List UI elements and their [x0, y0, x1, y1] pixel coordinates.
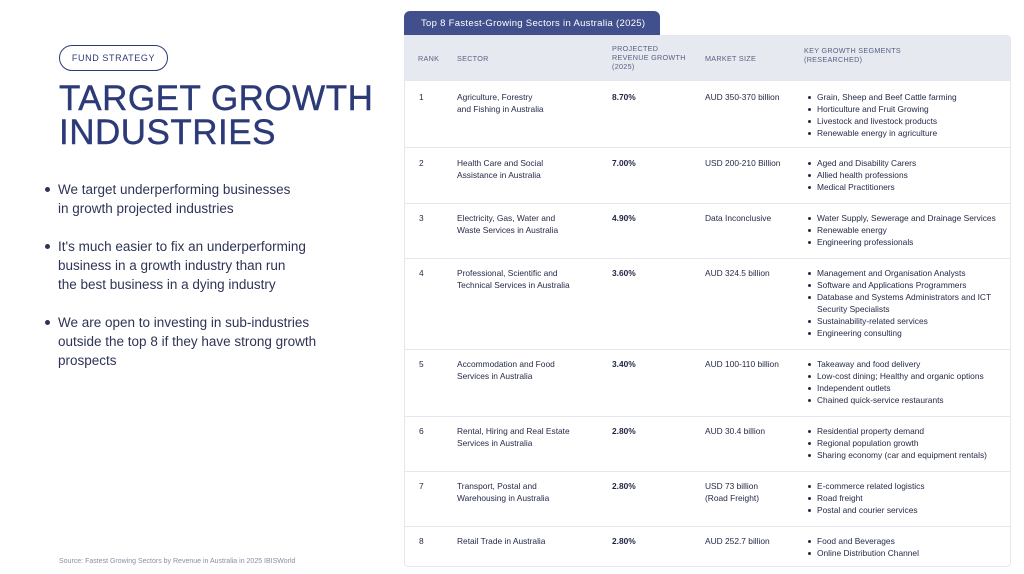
- segment-item: Independent outlets: [805, 382, 1005, 394]
- row-sector: Accommodation and Food Services in Australia: [457, 359, 555, 381]
- segment-item: Aged and Disability Carers: [805, 157, 1005, 169]
- row-sector: Transport, Postal and Warehousing in Australia: [457, 481, 550, 503]
- row-market-size: AUD 350-370 billion: [705, 92, 780, 102]
- table-row: [405, 416, 1010, 471]
- row-market-size: USD 200-210 Billion: [705, 158, 781, 168]
- strategy-bullet: We are open to investing in sub-industries outside the top 8 if they have strong growth prospects: [44, 313, 344, 370]
- row-key-segments: [805, 535, 1005, 559]
- segment-item: Road freight: [805, 492, 1005, 504]
- strategy-bullet: It's much easier to fix an underperforming business in a growth industry than run the best business in a dying industry: [44, 237, 344, 294]
- row-growth: 3.60%: [612, 268, 636, 278]
- row-market-size: AUD 100-110 billion: [705, 359, 779, 369]
- row-sector: Agriculture, Forestry and Fishing in Australia: [457, 92, 544, 114]
- header-rank: RANK: [418, 54, 440, 63]
- row-key-segments: [805, 425, 1005, 461]
- row-key-segments: [805, 267, 995, 339]
- table-row: [405, 349, 1010, 416]
- header-growth: PROJECTED REVENUE GROWTH (2025): [612, 44, 686, 71]
- row-sector: Retail Trade in Australia: [457, 536, 546, 546]
- row-rank: 3: [419, 213, 424, 223]
- row-rank: 2: [419, 158, 424, 168]
- table-row: [405, 203, 1010, 258]
- table-row: [405, 258, 1010, 349]
- row-growth: 4.90%: [612, 213, 636, 223]
- row-market-size: Data Inconclusive: [705, 213, 772, 223]
- segment-item: Horticulture and Fruit Growing: [805, 103, 1005, 115]
- row-market-size: AUD 324.5 billion: [705, 268, 770, 278]
- segment-item: Water Supply, Sewerage and Drainage Services: [805, 212, 1005, 224]
- table-row: [405, 80, 1010, 147]
- segment-item: Software and Applications Programmers: [805, 279, 995, 291]
- row-rank: 5: [419, 359, 424, 369]
- row-growth: 3.40%: [612, 359, 636, 369]
- page-title-line-2: INDUSTRIES: [59, 113, 276, 152]
- row-key-segments: [805, 91, 1005, 139]
- segment-item: Sharing economy (car and equipment rentals): [805, 449, 1005, 461]
- segment-item: E-commerce related logistics: [805, 480, 1005, 492]
- row-growth: 2.80%: [612, 536, 636, 546]
- segment-item: Database and Systems Administrators and ICT Security Specialists: [805, 291, 995, 315]
- row-sector: Rental, Hiring and Real Estate Services in Australia: [457, 426, 570, 448]
- segment-item: Regional population growth: [805, 437, 1005, 449]
- table-title-tab: Top 8 Fastest-Growing Sectors in Australia (2025): [404, 11, 660, 36]
- row-sector: Professional, Scientific and Technical Services in Australia: [457, 268, 570, 290]
- row-growth: 7.00%: [612, 158, 636, 168]
- header-key-segments: KEY GROWTH SEGMENTS (RESEARCHED): [804, 46, 902, 64]
- row-market-size: AUD 252.7 billion: [705, 536, 770, 546]
- table-header: [405, 36, 1010, 80]
- header-sector: SECTOR: [457, 54, 489, 63]
- row-rank: 6: [419, 426, 424, 436]
- row-rank: 1: [419, 92, 424, 102]
- row-growth: 2.80%: [612, 481, 636, 491]
- segment-item: Renewable energy in agriculture: [805, 127, 1005, 139]
- table-row: [405, 526, 1010, 567]
- row-rank: 4: [419, 268, 424, 278]
- segment-item: Allied health professions: [805, 169, 1005, 181]
- row-rank: 7: [419, 481, 424, 491]
- segment-item: Renewable energy: [805, 224, 1005, 236]
- fund-strategy-badge: FUND STRATEGY: [59, 45, 168, 71]
- segment-item: Sustainability-related services: [805, 315, 995, 327]
- segment-item: Engineering consulting: [805, 327, 995, 339]
- segment-item: Postal and courier services: [805, 504, 1005, 516]
- row-market-size: AUD 30.4 billion: [705, 426, 766, 436]
- row-key-segments: [805, 157, 1005, 193]
- segment-item: Livestock and livestock products: [805, 115, 1005, 127]
- row-key-segments: [805, 212, 1005, 248]
- segment-item: Low-cost dining; Healthy and organic options: [805, 370, 1005, 382]
- row-rank: 8: [419, 536, 424, 546]
- row-key-segments: [805, 358, 1005, 406]
- segment-item: Chained quick-service restaurants: [805, 394, 1005, 406]
- strategy-bullet-list: [44, 180, 344, 389]
- table-row: [405, 147, 1010, 203]
- header-market-size: MARKET SIZE: [705, 54, 757, 63]
- segment-item: Takeaway and food delivery: [805, 358, 1005, 370]
- row-sector: Health Care and Social Assistance in Australia: [457, 158, 544, 180]
- row-key-segments: [805, 480, 1005, 516]
- strategy-bullet: We target underperforming businesses in growth projected industries: [44, 180, 344, 218]
- segment-item: Engineering professionals: [805, 236, 1005, 248]
- page-title-line-1: TARGET GROWTH: [59, 79, 374, 118]
- sectors-table: [404, 35, 1011, 567]
- segment-item: Management and Organisation Analysts: [805, 267, 995, 279]
- source-note: Source: Fastest Growing Sectors by Revenue in Australia in 2025 IBISWorld: [59, 558, 296, 565]
- segment-item: Medical Practitioners: [805, 181, 1005, 193]
- page-title: [59, 79, 389, 152]
- segment-item: Food and Beverages: [805, 535, 1005, 547]
- row-growth: 8.70%: [612, 92, 636, 102]
- row-sector: Electricity, Gas, Water and Waste Services in Australia: [457, 213, 559, 235]
- segment-item: Residential property demand: [805, 425, 1005, 437]
- segment-item: Grain, Sheep and Beef Cattle farming: [805, 91, 1005, 103]
- row-market-size: USD 73 billion (Road Freight): [705, 481, 759, 503]
- row-growth: 2.80%: [612, 426, 636, 436]
- segment-item: Online Distribution Channel: [805, 547, 1005, 559]
- table-row: [405, 471, 1010, 526]
